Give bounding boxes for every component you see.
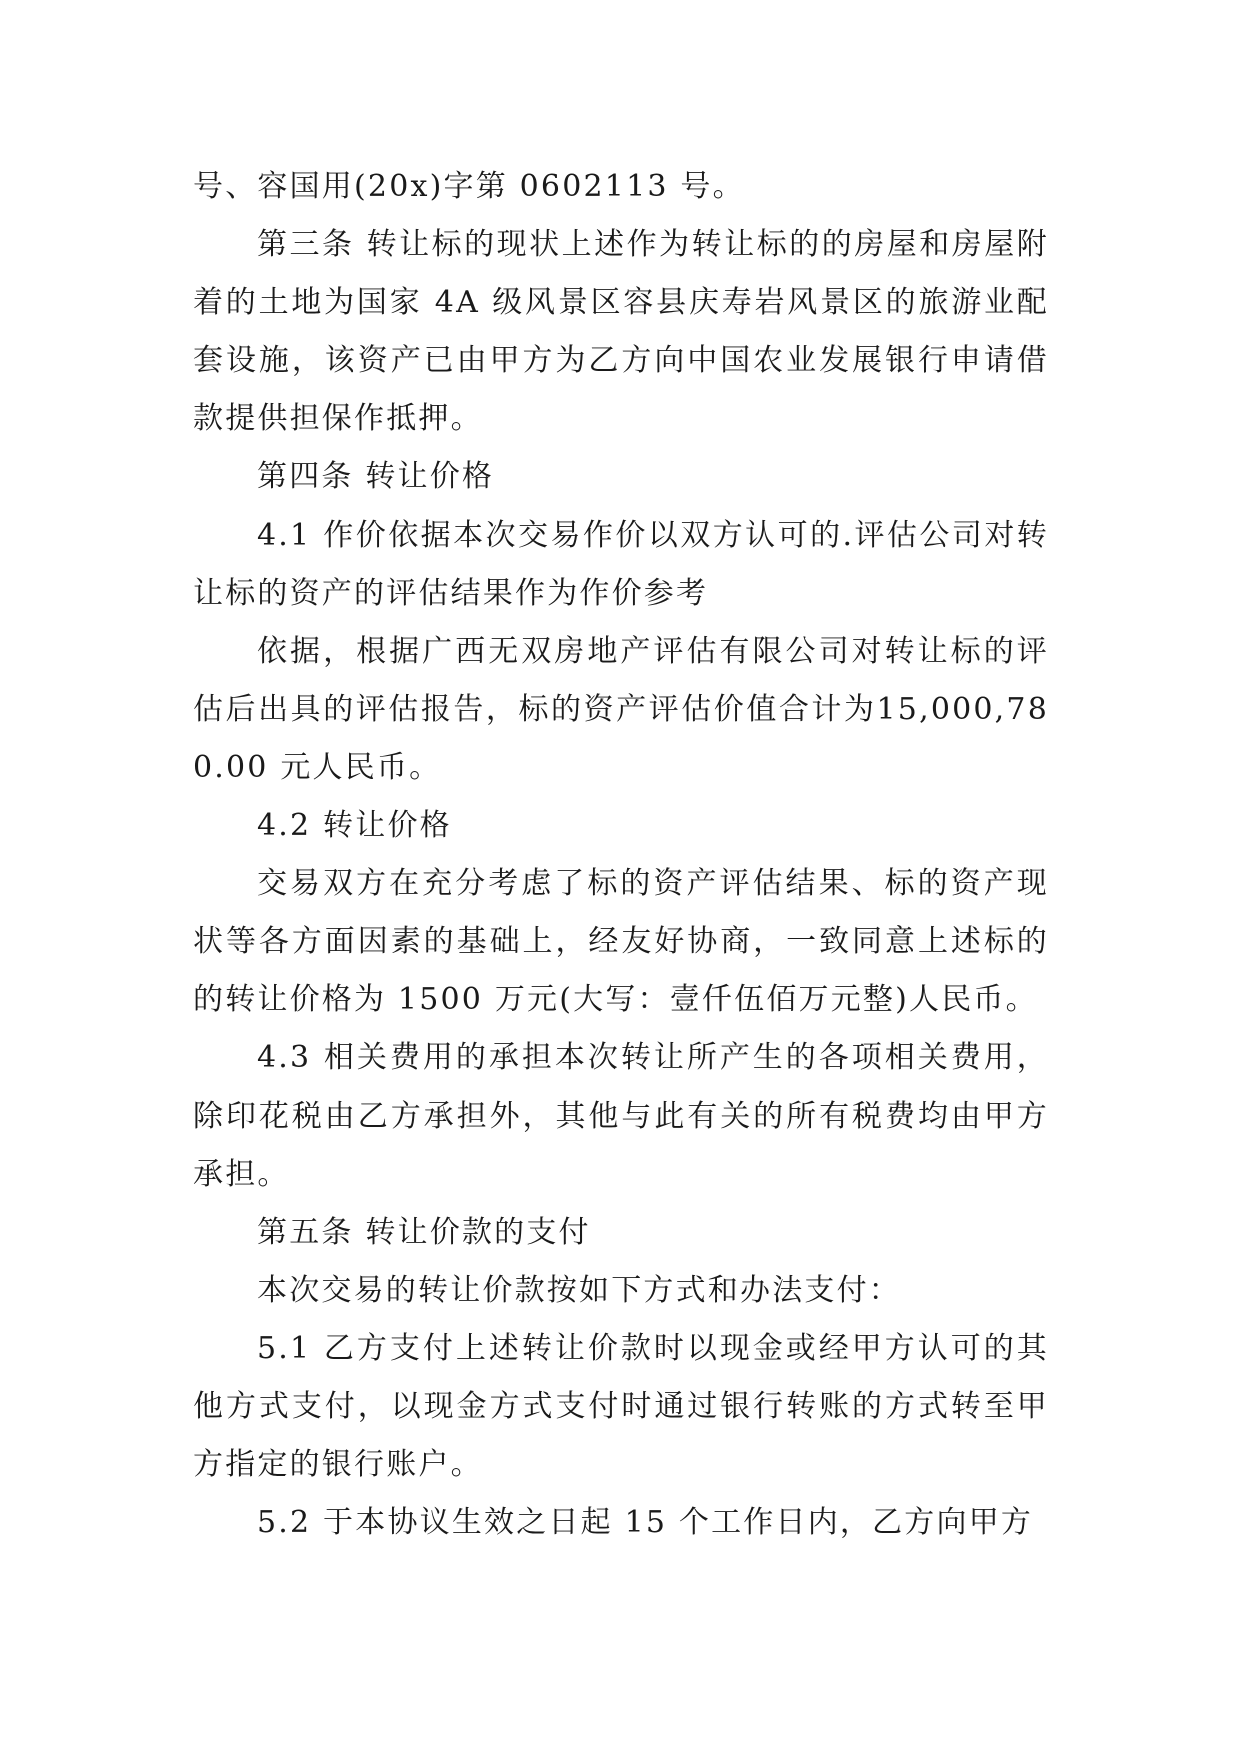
- heading-article-4-price: 第四条 转让价格: [257, 459, 495, 495]
- paragraph-article-3-status: 第三条 转让标的现状上述作为转让标的的房屋和房屋附着的土地为国家 4A 级风景区容县庆寿岩风景区的旅游业配套设施，该资产已由甲方为乙方向中国农业发展银行申请借款提供担保作抵押。: [193, 227, 1049, 437]
- paragraph-continuation-land-cert: 号、容国用(20x)字第 0602113 号。: [193, 169, 745, 204]
- paragraph-payment-intro: 本次交易的转让价款按如下方式和办法支付：: [257, 1272, 901, 1308]
- paragraph-4-3-fees: 4.3 相关费用的承担本次转让所产生的各项相关费用，除印花税由乙方承担外，其他与此有关的所有税费均由甲方承担。: [193, 1040, 1049, 1192]
- paragraph-4-1-valuation-basis: 4.1 作价依据本次交易作价以双方认可的.评估公司对转让标的资产的评估结果作为作价参考: [193, 517, 1049, 611]
- heading-article-5-payment: 第五条 转让价款的支付: [257, 1214, 591, 1250]
- paragraph-valuation-result: 依据，根据广西无双房地产评估有限公司对转让标的评估后出具的评估报告，标的资产评估价值合计为15,000,780.00 元人民币。: [193, 633, 1049, 785]
- document-body: [193, 158, 1049, 1552]
- paragraph-5-2-payment-deadline: 5.2 于本协议生效之日起 15 个工作日内，乙方向甲方: [257, 1505, 1034, 1541]
- paragraph-agreed-price: 交易双方在充分考虑了标的资产评估结果、标的资产现状等各方面因素的基础上，经友好协商，一致同意上述标的的转让价格为 1500 万元(大写：壹仟伍佰万元整)人民币。: [193, 866, 1049, 1018]
- heading-4-2-transfer-price: 4.2 转让价格: [257, 808, 452, 844]
- paragraph-5-1-payment-method: 5.1 乙方支付上述转让价款时以现金或经甲方认可的其他方式支付，以现金方式支付时通过银行转账的方式转至甲方指定的银行账户。: [193, 1330, 1049, 1483]
